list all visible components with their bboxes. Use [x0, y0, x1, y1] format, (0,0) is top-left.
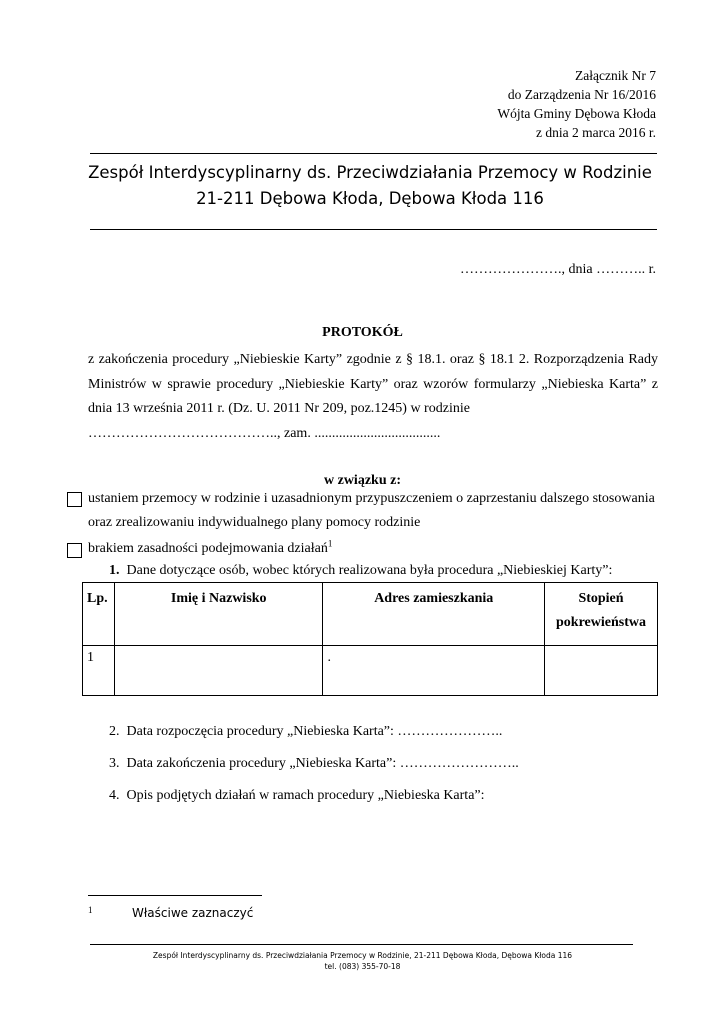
family-line: ………………………………….., zam. ....................................: [88, 425, 441, 441]
column-header-relationship: Stopień pokrewieństwa: [545, 583, 658, 646]
item-text: Dane dotyczące osób, wobec których realizowana była procedura „Niebieskiej Karty”:: [126, 563, 613, 578]
item-text: Data zakończenia procedury „Niebieska Karta”: ……………………..: [126, 756, 519, 771]
footer-phone: tel. (083) 355-70-18: [324, 962, 401, 971]
table-header-row: [83, 583, 658, 646]
cell-address[interactable]: .: [323, 646, 545, 696]
footnote-ref: 1: [327, 538, 333, 549]
footnote-separator: [88, 895, 262, 896]
item-number: 3.: [109, 756, 120, 771]
header-bottom-rule: [90, 229, 657, 230]
item-number: 2.: [109, 724, 120, 739]
cell-name[interactable]: [114, 646, 323, 696]
annex-line: do Zarządzenia Nr 16/2016: [507, 87, 656, 102]
annex-line: Załącznik Nr 7: [575, 68, 656, 83]
item-number: 1.: [109, 563, 120, 578]
annex-line: z dnia 2 marca 2016 r.: [536, 125, 656, 140]
item-text: Opis podjętych działań w ramach procedury „Niebieska Karta”:: [126, 788, 485, 803]
option-checkbox-violence-ceased[interactable]: [67, 492, 82, 507]
item-1: [109, 563, 612, 579]
organization-address: 21-211 Dębowa Kłoda, Dębowa Kłoda 116: [196, 189, 544, 208]
intro-text: z zakończenia procedury „Niebieskie Karty” zgodnie z § 18.1. oraz § 18.1 2. Rozporządzenia Rady Ministrów w sprawie procedury „Niebieskie Karty” oraz wzorów formularzy „Niebieska Karta” z dnia 13 września 2011 r. (Dz. U. 2011 Nr 209, poz.1245) w rodzinie: [88, 352, 658, 416]
organization-name: Zespół Interdyscyplinarny ds. Przeciwdziałania Przemocy w Rodzinie: [88, 163, 652, 182]
option-text-no-grounds: brakiem zasadności podejmowania działań: [88, 541, 328, 556]
cell-relationship[interactable]: [545, 646, 658, 696]
place-date-line: …………………., dnia ……….. r.: [460, 262, 656, 277]
cell-lp: 1: [83, 646, 115, 696]
annex-line: Wójta Gminy Dębowa Kłoda: [497, 106, 656, 121]
option-no-grounds: [88, 537, 332, 561]
annex-block: [497, 66, 656, 142]
item-2: [109, 724, 502, 740]
table-row: [83, 646, 658, 696]
column-header-name: Imię i Nazwisko: [114, 583, 323, 646]
column-header-lp: Lp.: [83, 583, 115, 646]
footer-rule: [90, 944, 633, 945]
intro-paragraph: [88, 348, 658, 446]
in-connection-heading: w związku z:: [324, 473, 401, 488]
footnote-number: 1: [88, 905, 93, 915]
option-checkbox-no-grounds[interactable]: [67, 543, 82, 558]
item-number: 4.: [109, 788, 120, 803]
item-3: [109, 756, 519, 772]
persons-table: [82, 582, 658, 696]
header-top-rule: [90, 153, 657, 154]
protocol-title: PROTOKÓŁ: [322, 325, 403, 340]
footer-address: Zespół Interdyscyplinarny ds. Przeciwdziałania Przemocy w Rodzinie, 21-211 Dębowa Kłoda, Dębowa Kłoda 116: [152, 951, 573, 960]
option-text-violence-ceased: ustaniem przemocy w rodzinie i uzasadnionym przypuszczeniem o zaprzestaniu dalszego stosowania oraz zrealizowaniu indywidualnego plany pomocy rodzinie: [88, 491, 655, 530]
footnote-text: Właściwe zaznaczyć: [132, 906, 254, 920]
item-text: Data rozpoczęcia procedury „Niebieska Karta”: …………………..: [126, 724, 503, 739]
column-header-address: Adres zamieszkania: [323, 583, 545, 646]
item-4: [109, 788, 485, 804]
